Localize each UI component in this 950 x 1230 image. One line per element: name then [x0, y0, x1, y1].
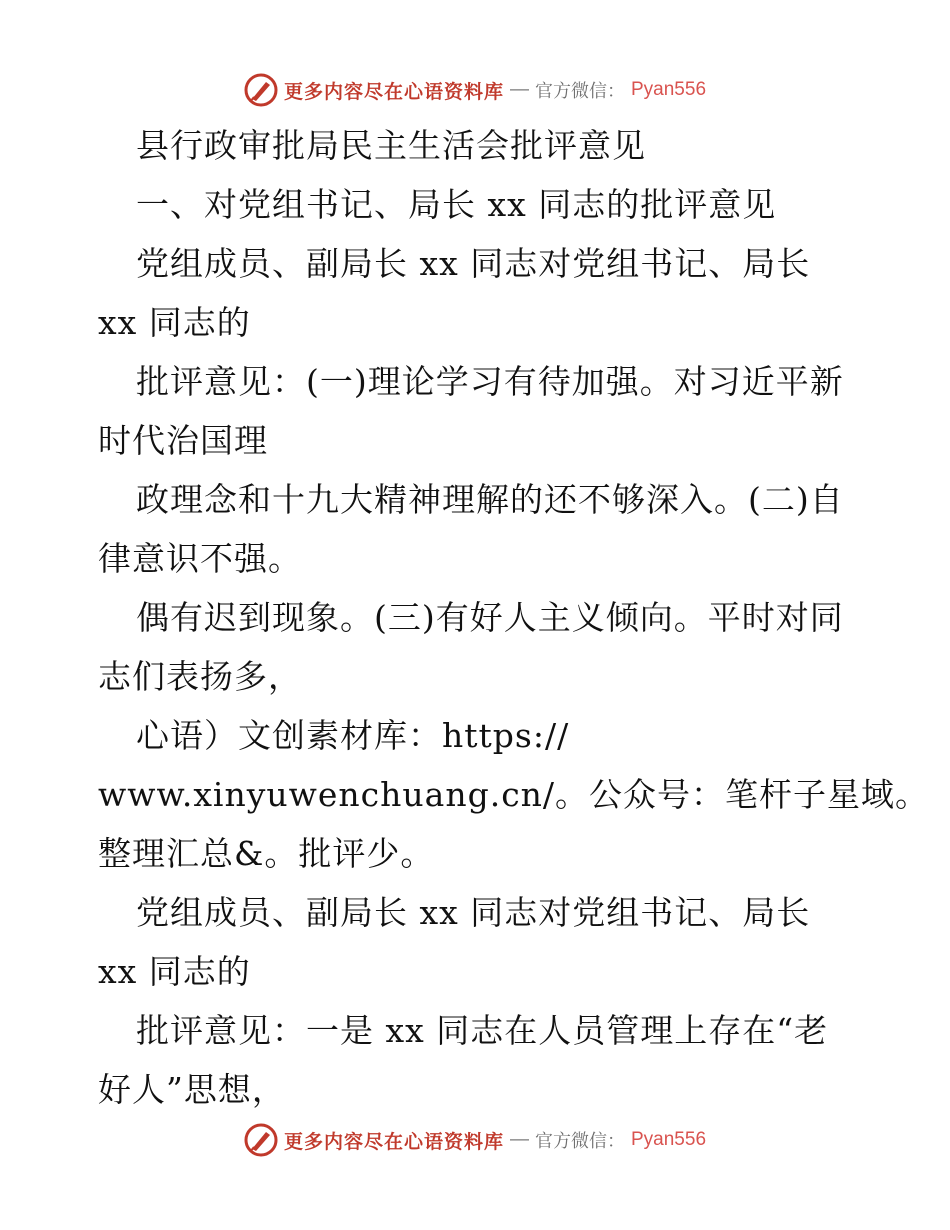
header-wechat-label: 官方微信：	[535, 81, 625, 101]
paragraph-line: 整理汇总&。批评少。	[98, 834, 435, 873]
paragraph-line: 批评意见：(一)理论学习有待加强。对习近平新	[136, 362, 844, 401]
paragraph-line: 偶有迟到现象。(三)有好人主义倾向。平时对同	[136, 598, 844, 637]
header-separator: —	[510, 79, 529, 100]
quill-pen-logo-icon	[244, 1123, 278, 1157]
paragraph-line: xx 同志的	[98, 952, 251, 991]
paragraph-line: 政理念和十九大精神理解的还不够深入。(二)自	[136, 480, 844, 519]
header-banner	[0, 70, 950, 110]
paragraph-line: 批评意见：一是 xx 同志在人员管理上存在“老	[136, 1011, 829, 1050]
footer-wechat-id: Pyan556	[631, 1129, 707, 1150]
paragraph-line: 好人”思想，	[98, 1070, 286, 1109]
document-body	[98, 116, 930, 1119]
paragraph-line: xx 同志的	[98, 303, 251, 342]
footer-wechat-label: 官方微信：	[535, 1131, 625, 1151]
paragraph-line: 党组成员、副局长 xx 同志对党组书记、局长	[136, 893, 811, 932]
paragraph-line: 党组成员、副局长 xx 同志对党组书记、局长	[136, 244, 811, 283]
header-brand-text: 更多内容尽在心语资料库	[283, 80, 504, 103]
footer-brand-text: 更多内容尽在心语资料库	[283, 1130, 504, 1153]
header-wechat-id: Pyan556	[631, 79, 707, 100]
document-title: 县行政审批局民主生活会批评意见	[136, 126, 646, 165]
quill-pen-logo-icon	[244, 73, 278, 107]
paragraph-line: www.xinyuwenchuang.cn/。公众号：笔杆子星域。	[98, 775, 930, 814]
section-heading: 一、对党组书记、局长 xx 同志的批评意见	[136, 185, 777, 224]
paragraph-line: 志们表扬多，	[98, 657, 302, 696]
paragraph-line: 心语）文创素材库：https://	[136, 716, 570, 755]
paragraph-line: 时代治国理	[98, 421, 268, 460]
paragraph-line: 律意识不强。	[98, 539, 302, 578]
footer-banner	[0, 1120, 950, 1160]
footer-separator: —	[510, 1129, 529, 1150]
